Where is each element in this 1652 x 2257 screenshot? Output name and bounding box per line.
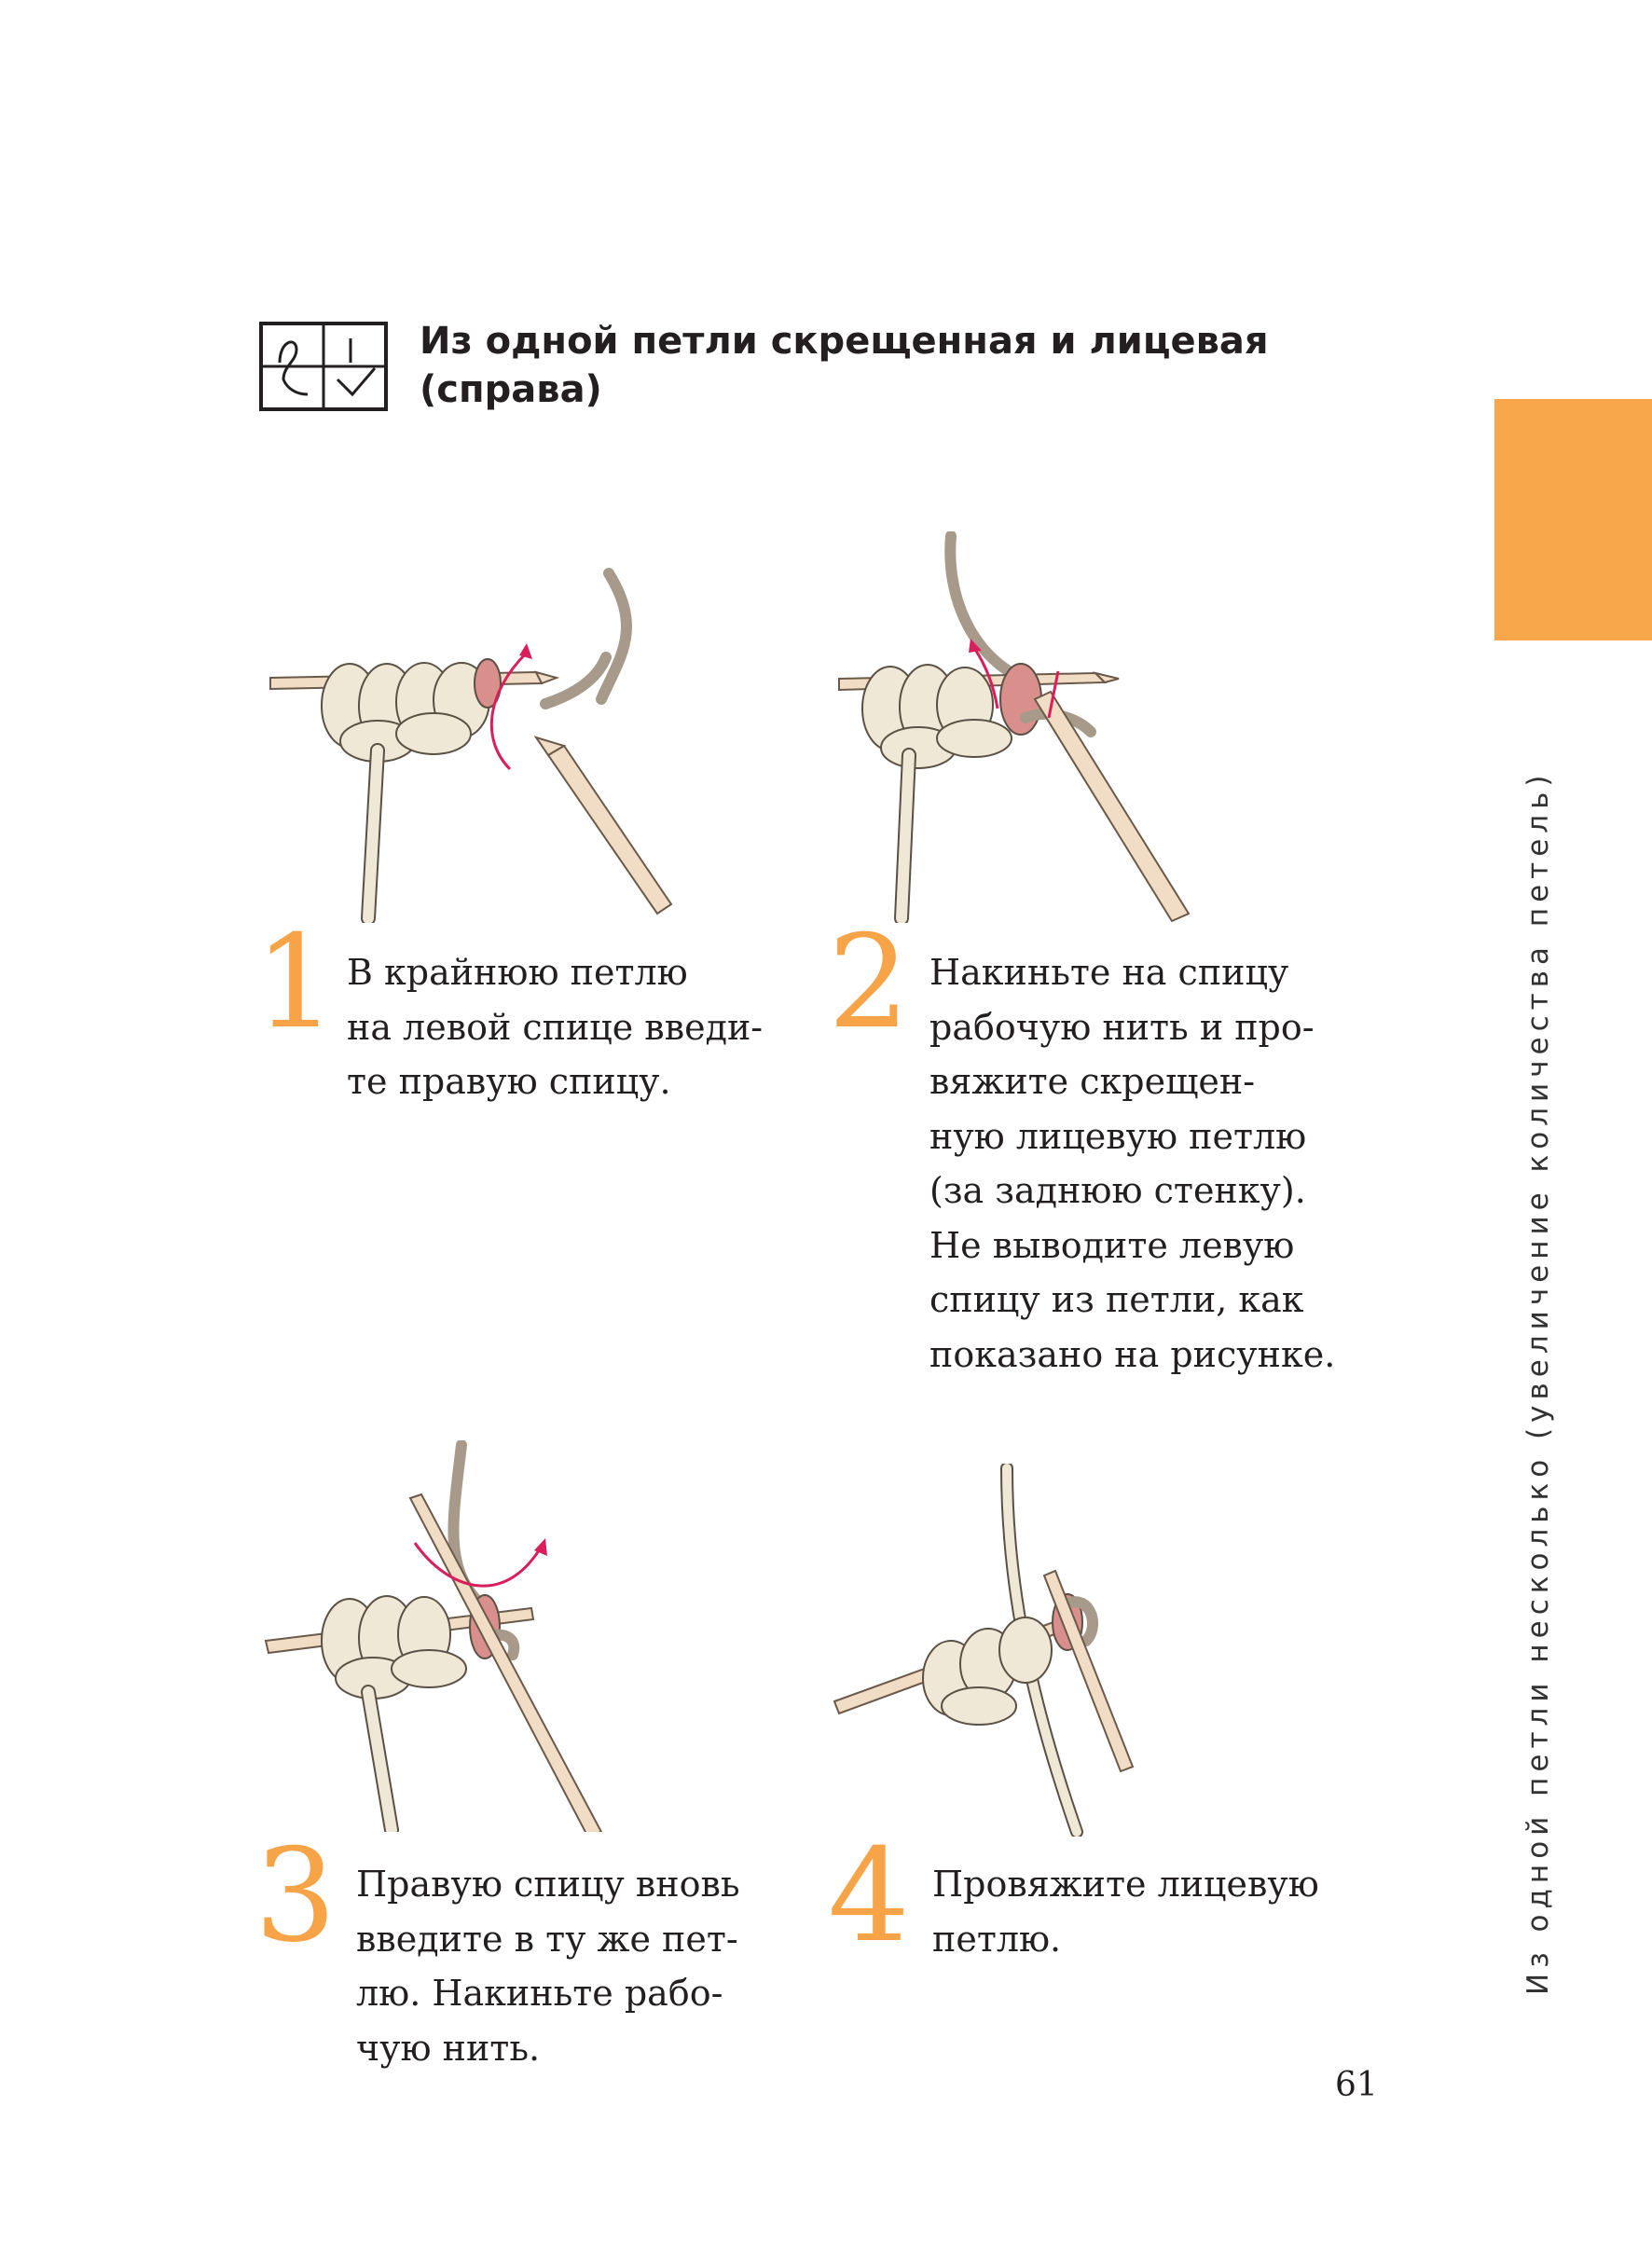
step-1-line: те правую спицу.	[347, 1061, 671, 1102]
title-line-2: (справа)	[420, 368, 602, 411]
step-2-text	[929, 945, 1335, 1382]
step-4-illustration	[830, 1464, 1175, 1837]
step-4-number: 4	[828, 1821, 910, 1971]
chart-symbol-icon	[259, 322, 388, 411]
step-2-illustration	[834, 531, 1226, 923]
step-3-line: чую нить.	[356, 2027, 541, 2069]
step-3-line: введите в ту же пет-	[356, 1918, 738, 1960]
step-3-number: 3	[255, 1821, 337, 1971]
title-line-1: Из одной петли скрещенная и лицевая	[420, 320, 1269, 363]
step-1-line: на левой спице введи-	[347, 1006, 764, 1048]
page-number: 61	[1335, 2066, 1378, 2104]
step-2-line: Накиньте на спицу	[929, 952, 1289, 993]
step-3-line: Правую спицу вновь	[356, 1864, 740, 1905]
step-1-line: В крайнюю петлю	[347, 952, 688, 993]
step-2-line: спицу из петли, как	[929, 1279, 1304, 1320]
step-2-number: 2	[828, 907, 910, 1057]
step-4-line: петлю.	[932, 1918, 1062, 1960]
step-3-illustration	[261, 1440, 634, 1832]
step-2-line: (за заднюю стенку).	[929, 1170, 1306, 1211]
section-tab	[1494, 399, 1652, 640]
step-1-number: 1	[255, 907, 337, 1057]
page-title	[420, 317, 1352, 414]
step-3-text	[356, 1857, 740, 2075]
step-2-line: ную лицевую петлю	[929, 1115, 1307, 1157]
step-2-line: вяжите скрещен-	[929, 1061, 1256, 1102]
step-1-illustration	[266, 555, 685, 923]
step-2-line: рабочую нить и про-	[929, 1006, 1315, 1048]
step-1-text	[347, 945, 763, 1109]
step-4-line: Провяжите лицевую	[932, 1864, 1319, 1905]
step-2-line: Не выводите левую	[929, 1224, 1295, 1266]
step-2-line: показано на рисунке.	[929, 1333, 1336, 1375]
side-section-title: Из одной петли несколько (увеличение количества петель)	[1521, 769, 1555, 1995]
step-3-line: лю. Накиньте рабо-	[356, 1973, 723, 2014]
step-4-text	[932, 1857, 1319, 1966]
